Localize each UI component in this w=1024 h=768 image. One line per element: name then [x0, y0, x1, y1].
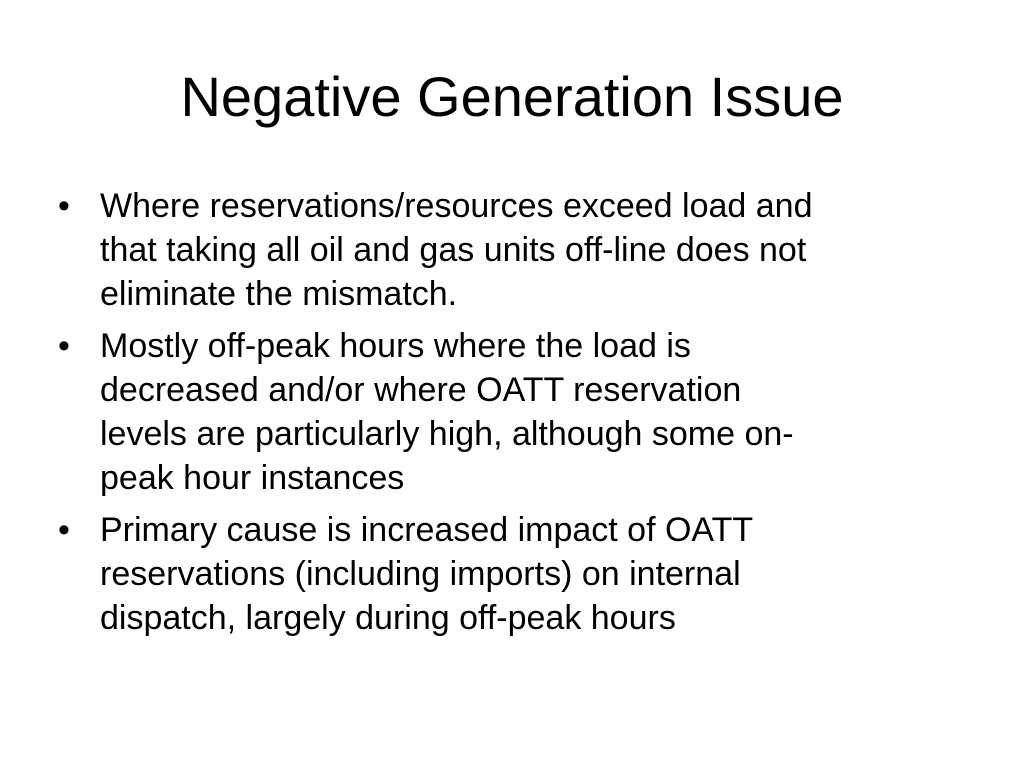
bullet-line: eliminate the mismatch.	[100, 275, 458, 313]
bullet-line: decreased and/or where OATT reservation	[100, 371, 742, 409]
bullet-line: levels are particularly high, although some on-	[100, 415, 794, 453]
bullet-dot-icon: •	[58, 187, 70, 225]
bullet-dot-icon: •	[58, 511, 70, 549]
slide-title: Negative Generation Issue	[180, 65, 844, 128]
bullet-line: dispatch, largely during off-peak hours	[100, 599, 676, 637]
bullet-item	[58, 184, 958, 316]
bullet-line: Primary cause is increased impact of OATT	[100, 511, 754, 549]
bullet-item	[58, 508, 958, 640]
bullet-list	[58, 184, 958, 648]
bullet-item	[58, 324, 958, 500]
bullet-line: that taking all oil and gas units off-line does not	[100, 231, 807, 269]
bullet-line: Where reservations/resources exceed load and	[100, 187, 813, 225]
bullet-line: Mostly off-peak hours where the load is	[100, 327, 691, 365]
bullet-line: reservations (including imports) on internal	[100, 555, 741, 593]
bullet-dot-icon: •	[58, 327, 70, 365]
bullet-line: peak hour instances	[100, 459, 405, 497]
